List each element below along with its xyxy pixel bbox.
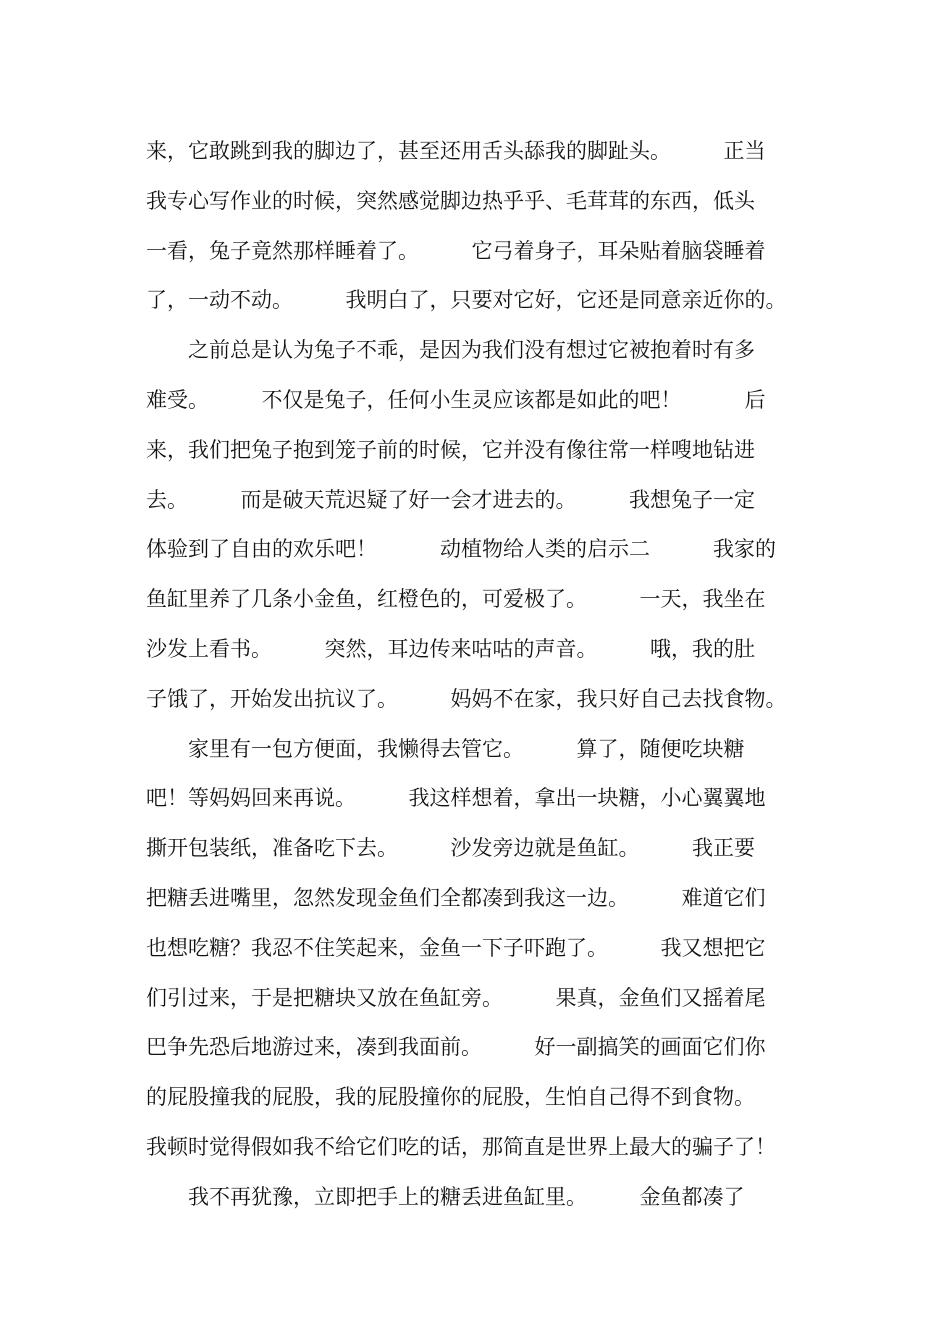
- text-line: 我不再犹豫，立即把手上的糖丢进鱼缸里。 金鱼都凑了: [146, 1184, 745, 1209]
- text-line: 体验到了自由的欢乐吧！ 动植物给人类的启示二 我家的: [146, 537, 776, 562]
- text-line: 难受。 不仅是兔子，任何小生灵应该都是如此的吧！ 后: [146, 387, 766, 412]
- text-line: 我顿时觉得假如我不给它们吃的话，那简直是世界上最大的骗子了！: [146, 1134, 776, 1159]
- text-line: 家里有一包方便面，我懒得去管它。 算了，随便吃块糖: [146, 736, 745, 761]
- text-line: 巴争先恐后地游过来，凑到我面前。 好一副搞笑的画面它们你: [146, 1035, 766, 1060]
- text-line: 之前总是认为兔子不乖，是因为我们没有想过它被抱着时有多: [146, 338, 755, 363]
- text-line: 子饿了，开始发出抗议了。 妈妈不在家，我只好自己去找食物。: [146, 686, 787, 711]
- text-line: 把糖丢进嘴里，忽然发现金鱼们全都凑到我这一边。 难道它们: [146, 885, 766, 910]
- text-line: 沙发上看书。 突然，耳边传来咕咕的声音。 哦，我的肚: [146, 636, 755, 661]
- text-line: 的屁股撞我的屁股，我的屁股撞你的屁股，生怕自己得不到食物。: [146, 1085, 755, 1110]
- text-line: 撕开包装纸，准备吃下去。 沙发旁边就是鱼缸。 我正要: [146, 836, 755, 861]
- text-line: 鱼缸里养了几条小金鱼，红橙色的，可爱极了。 一天，我坐在: [146, 587, 766, 612]
- text-line: 来，它敢跳到我的脚边了，甚至还用舌头舔我的脚趾头。 正当: [146, 139, 766, 163]
- document-text: [146, 131, 826, 1227]
- text-line: 吧！等妈妈回来再说。 我这样想着，拿出一块糖，小心翼翼地: [146, 786, 766, 811]
- text-line: 们引过来，于是把糖块又放在鱼缸旁。 果真，金鱼们又摇着尾: [146, 985, 766, 1010]
- text-line: 来，我们把兔子抱到笼子前的时候，它并没有像往常一样嗖地钻进: [146, 437, 755, 462]
- text-line: 我专心写作业的时候，突然感觉脚边热乎乎、毛茸茸的东西，低头: [146, 188, 755, 213]
- text-line: 一看，兔子竟然那样睡着了。 它弓着身子，耳朵贴着脑袋睡着: [146, 238, 766, 263]
- text-line: 也想吃糖？我忍不住笑起来，金鱼一下子吓跑了。 我又想把它: [146, 935, 766, 960]
- text-line: 去。 而是破天荒迟疑了好一会才进去的。 我想兔子一定: [146, 487, 755, 512]
- text-line: 了，一动不动。 我明白了，只要对它好，它还是同意亲近你的。: [146, 288, 787, 313]
